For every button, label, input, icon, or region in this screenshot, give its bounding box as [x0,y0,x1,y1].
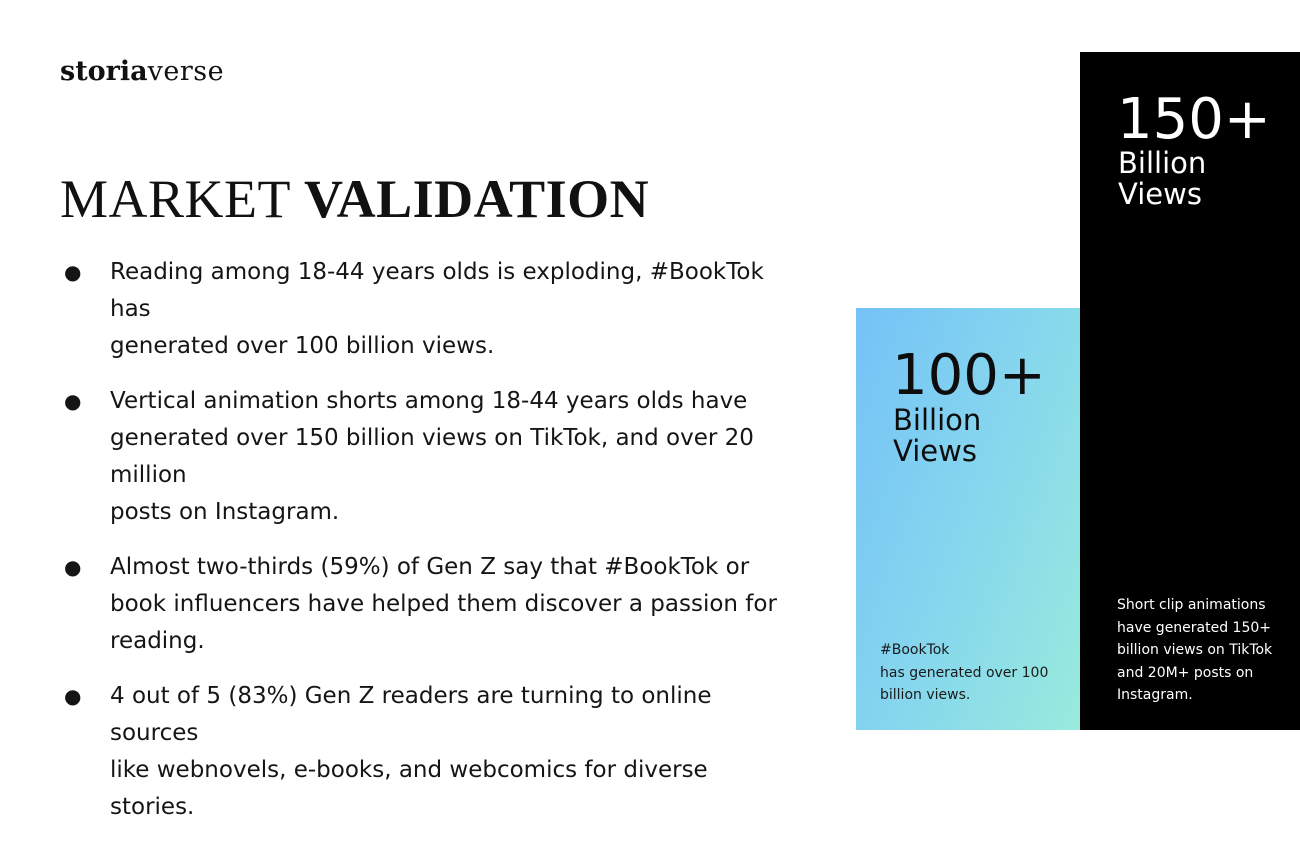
bullet-line: Vertical animation shorts among 18-44 years olds have [110,388,748,414]
storiaverse-logo [60,56,224,87]
bullet-dot-icon: ● [64,260,82,284]
page-title [60,169,650,229]
title-regular: MARKET [60,169,291,229]
bullet-item [60,383,790,531]
bullet-line: generated over 100 billion views. [110,333,495,359]
booktok-stat-unit: Billion [893,403,982,437]
bullet-line: book influencers have helped them discover a passion for [110,591,777,617]
caption-line: Short clip animations [1117,597,1266,613]
caption-line: Instagram. [1117,687,1193,703]
bullet-line: like webnovels, e-books, and webcomics for diverse stories. [110,757,708,820]
logo-part-storia: storia [60,56,148,87]
animation-stat-panel [1080,52,1300,730]
title-bold: VALIDATION [304,169,650,229]
animation-stat-caption [1117,594,1272,707]
bullet-line: Almost two-thirds (59%) of Gen Z say that #BookTok or [110,554,750,580]
caption-line: and 20M+ posts on [1117,664,1254,681]
bullet-item [60,678,790,826]
bullet-item [60,549,790,660]
bullet-line: posts on Instagram. [110,499,340,525]
caption-line: billion views. [880,687,971,703]
market-validation-bullets [60,254,790,844]
caption-line: has generated over 100 [880,664,1049,681]
bullet-line: 4 out of 5 (83%) Gen Z readers are turning to online sources [110,683,712,746]
bullet-line: generated over 150 billion views on TikTok, and over 20 million [110,425,754,488]
booktok-stat-number: 100+ [892,343,1046,408]
animation-stat-number: 150+ [1117,87,1271,152]
bullet-dot-icon: ● [64,555,82,579]
caption-line: have generated 150+ [1117,619,1272,636]
logo-part-verse: verse [147,56,225,87]
booktok-stat-unit: Views [893,434,977,468]
bullet-line: reading. [110,628,205,654]
caption-line: billion views on TikTok [1117,642,1273,658]
bullet-dot-icon: ● [64,389,82,413]
booktok-stat-caption [880,639,1048,707]
booktok-stat-panel [856,308,1080,730]
bullet-dot-icon: ● [64,684,82,708]
animation-stat-unit: Views [1118,177,1202,211]
bullet-item [60,254,790,365]
animation-stat-unit: Billion [1118,146,1207,180]
bullet-line: Reading among 18-44 years olds is exploding, #BookTok has [110,259,764,322]
caption-line: #BookTok [880,642,950,658]
